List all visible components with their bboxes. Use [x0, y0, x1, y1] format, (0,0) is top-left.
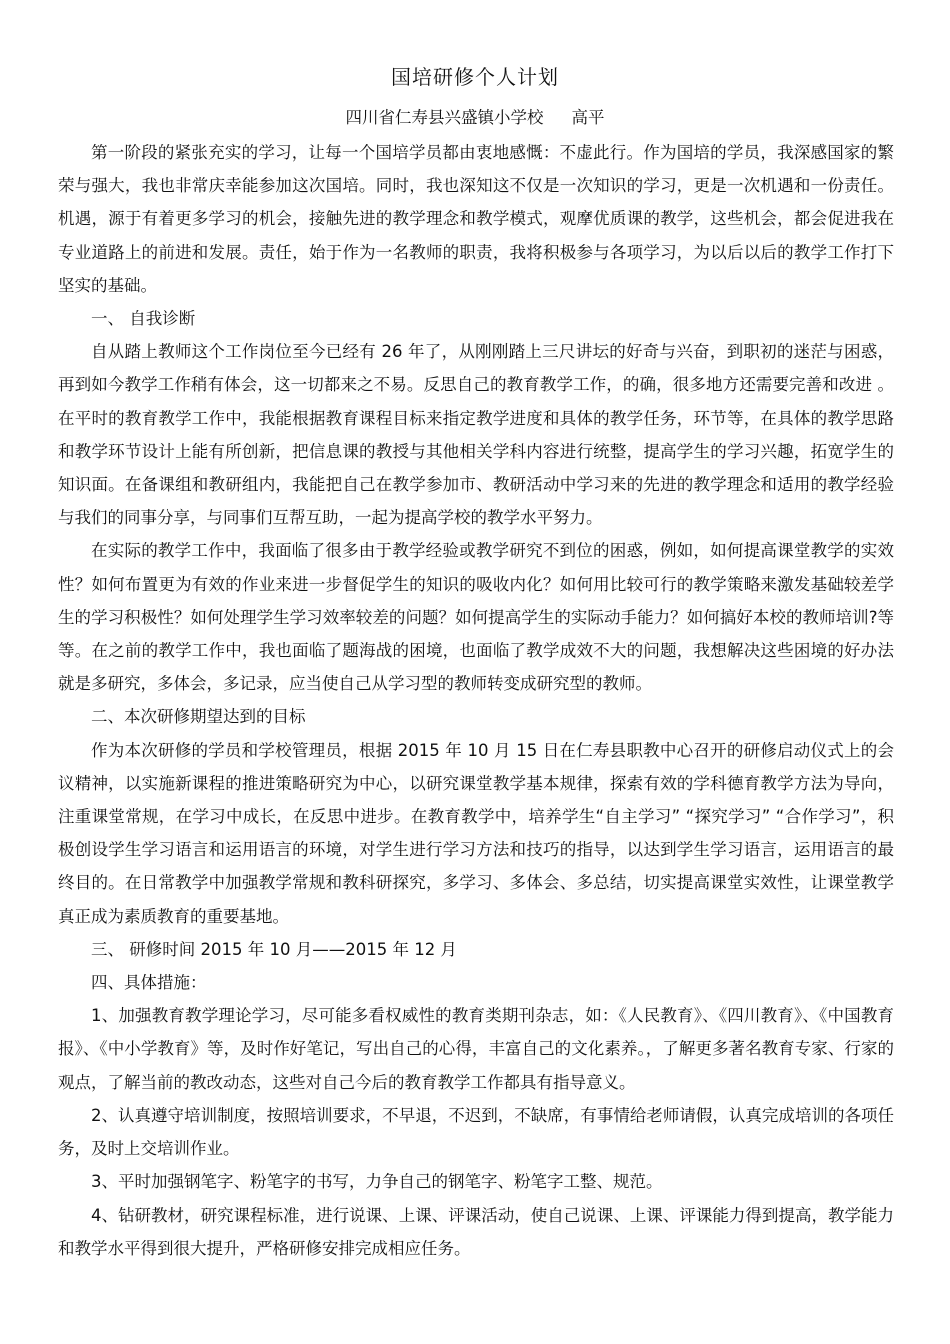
section-heading-self-diagnosis: 一、 自我诊断 [91, 309, 196, 329]
document-body [58, 136, 894, 1265]
measure-item: 1、加强教育教学理论学习，尽可能多看权威性的教育类期刊杂志，如：《人民教育》、《四川教育》、《中国教育报》、《中小学教育》等，及时作好笔记，写出自己的心得，丰富自己的文化素养。，了解更多著名教育专家、行家的观点，了解当前的教改动态，这些对自己今后的教育教学工作都具有指导意义。 [58, 1006, 894, 1092]
measure-item: 3、平时加强钢笔字、粉笔字的书写，力争自己的钢笔字、粉笔字工整、规范。 [91, 1172, 663, 1192]
school-name: 四川省仁寿县兴盛镇小学校 [345, 108, 544, 127]
section-heading-measures: 四、具体措施： [91, 973, 207, 993]
document-title: 国培研修个人计划 [391, 65, 559, 89]
section-heading-time: 三、 研修时间 2015 年 10 月——2015 年 12 月 [91, 939, 457, 959]
body-paragraph: 作为本次研修的学员和学校管理员，根据 2015 年 10 月 15 日在仁寿县职教中心召开的研修启动仪式上的会议精神，以实施新课程的推进策略研究为中心，以研究课堂教学基本规律，探索有效的学科德育教学方法为导向，注重课堂常规，在学习中成长，在反思中进步。在教育教学中，培养学生“自主学习” “探究学习” “合作学习”，积极创设学生学习语言和运用语言的环境，对学生进行学习方法和技巧的指导，以达到学生学习语言，运用语言的最终目的。在日常教学中加强教学常规和教科研探究，多学习、多体会、多总结，切实提高课堂实效性，让课堂教学真正成为素质教育的重要基地。 [58, 740, 894, 926]
measure-item: 2、认真遵守培训制度，按照培训要求，不早退，不迟到，不缺席，有事情给老师请假，认真完成培训的各项任务，及时上交培训作业。 [58, 1105, 894, 1159]
section-heading-goals: 二、本次研修期望达到的目标 [91, 707, 306, 727]
measure-item: 4、钻研教材，研究课程标准，进行说课、上课、评课活动，使自己说课、上课、评课能力得到提高，教学能力和教学水平得到很大提升，严格研修安排完成相应任务。 [58, 1205, 894, 1258]
intro-paragraph: 第一阶段的紧张充实的学习，让每一个国培学员都由衷地感慨：不虚此行。作为国培的学员，我深感国家的繁荣与强大，我也非常庆幸能参加这次国培。同时，我也深知这不仅是一次知识的学习，更是一次机遇和一份责任。机遇，源于有着更多学习的机会，接触先进的教学理念和教学模式，观摩优质课的教学，这些机会，都会促进我在专业道路上的前进和发展。责任，始于作为一名教师的职责，我将积极参与各项学习，为以后以后的教学工作打下坚实的基础。 [58, 143, 894, 295]
body-paragraph: 自从踏上教师这个工作岗位至今已经有 26 年了，从刚刚踏上三尺讲坛的好奇与兴奋，到职初的迷茫与困惑，再到如今教学工作稍有体会，这一切都来之不易。反思自己的教育教学工作，的确，很多地方还需要完善和改进 。在平时的教育教学工作中，我能根据教育课程目标来指定教学进度和具体的教学任务，环节等，在具体的教学思路和教学环节设计上能有所创新，把信息课的教授与其他相关学科内容进行统整，提高学生的学习兴趣，拓宽学生的知识面。在备课组和教研组内，我能把自己在教学参加市、教研活动中学习来的先进的教学理念和适用的教学经验与我们的同事分享，与同事们互帮互助，一起为提高学校的教学水平努力。 [58, 342, 894, 528]
body-paragraph: 在实际的教学工作中，我面临了很多由于教学经验或教学研究不到位的困惑，例如，如何提高课堂教学的实效性？如何布置更为有效的作业来进一步督促学生的知识的吸收内化？如何用比较可行的教学策略来激发基础较差学生的学习积极性？如何处理学生学习效率较差的问题？如何提高学生的实际动手能力？如何搞好本校的教师培训?等等。在之前的教学工作中，我也面临了题海战的困境，也面临了教学成效不大的问题，我想解决这些困境的好办法就是多研究，多体会，多记录，应当使自己从学习型的教师转变成研究型的教师。 [58, 541, 894, 694]
document-byline [0, 104, 950, 132]
author-name: 高平 [571, 108, 605, 127]
